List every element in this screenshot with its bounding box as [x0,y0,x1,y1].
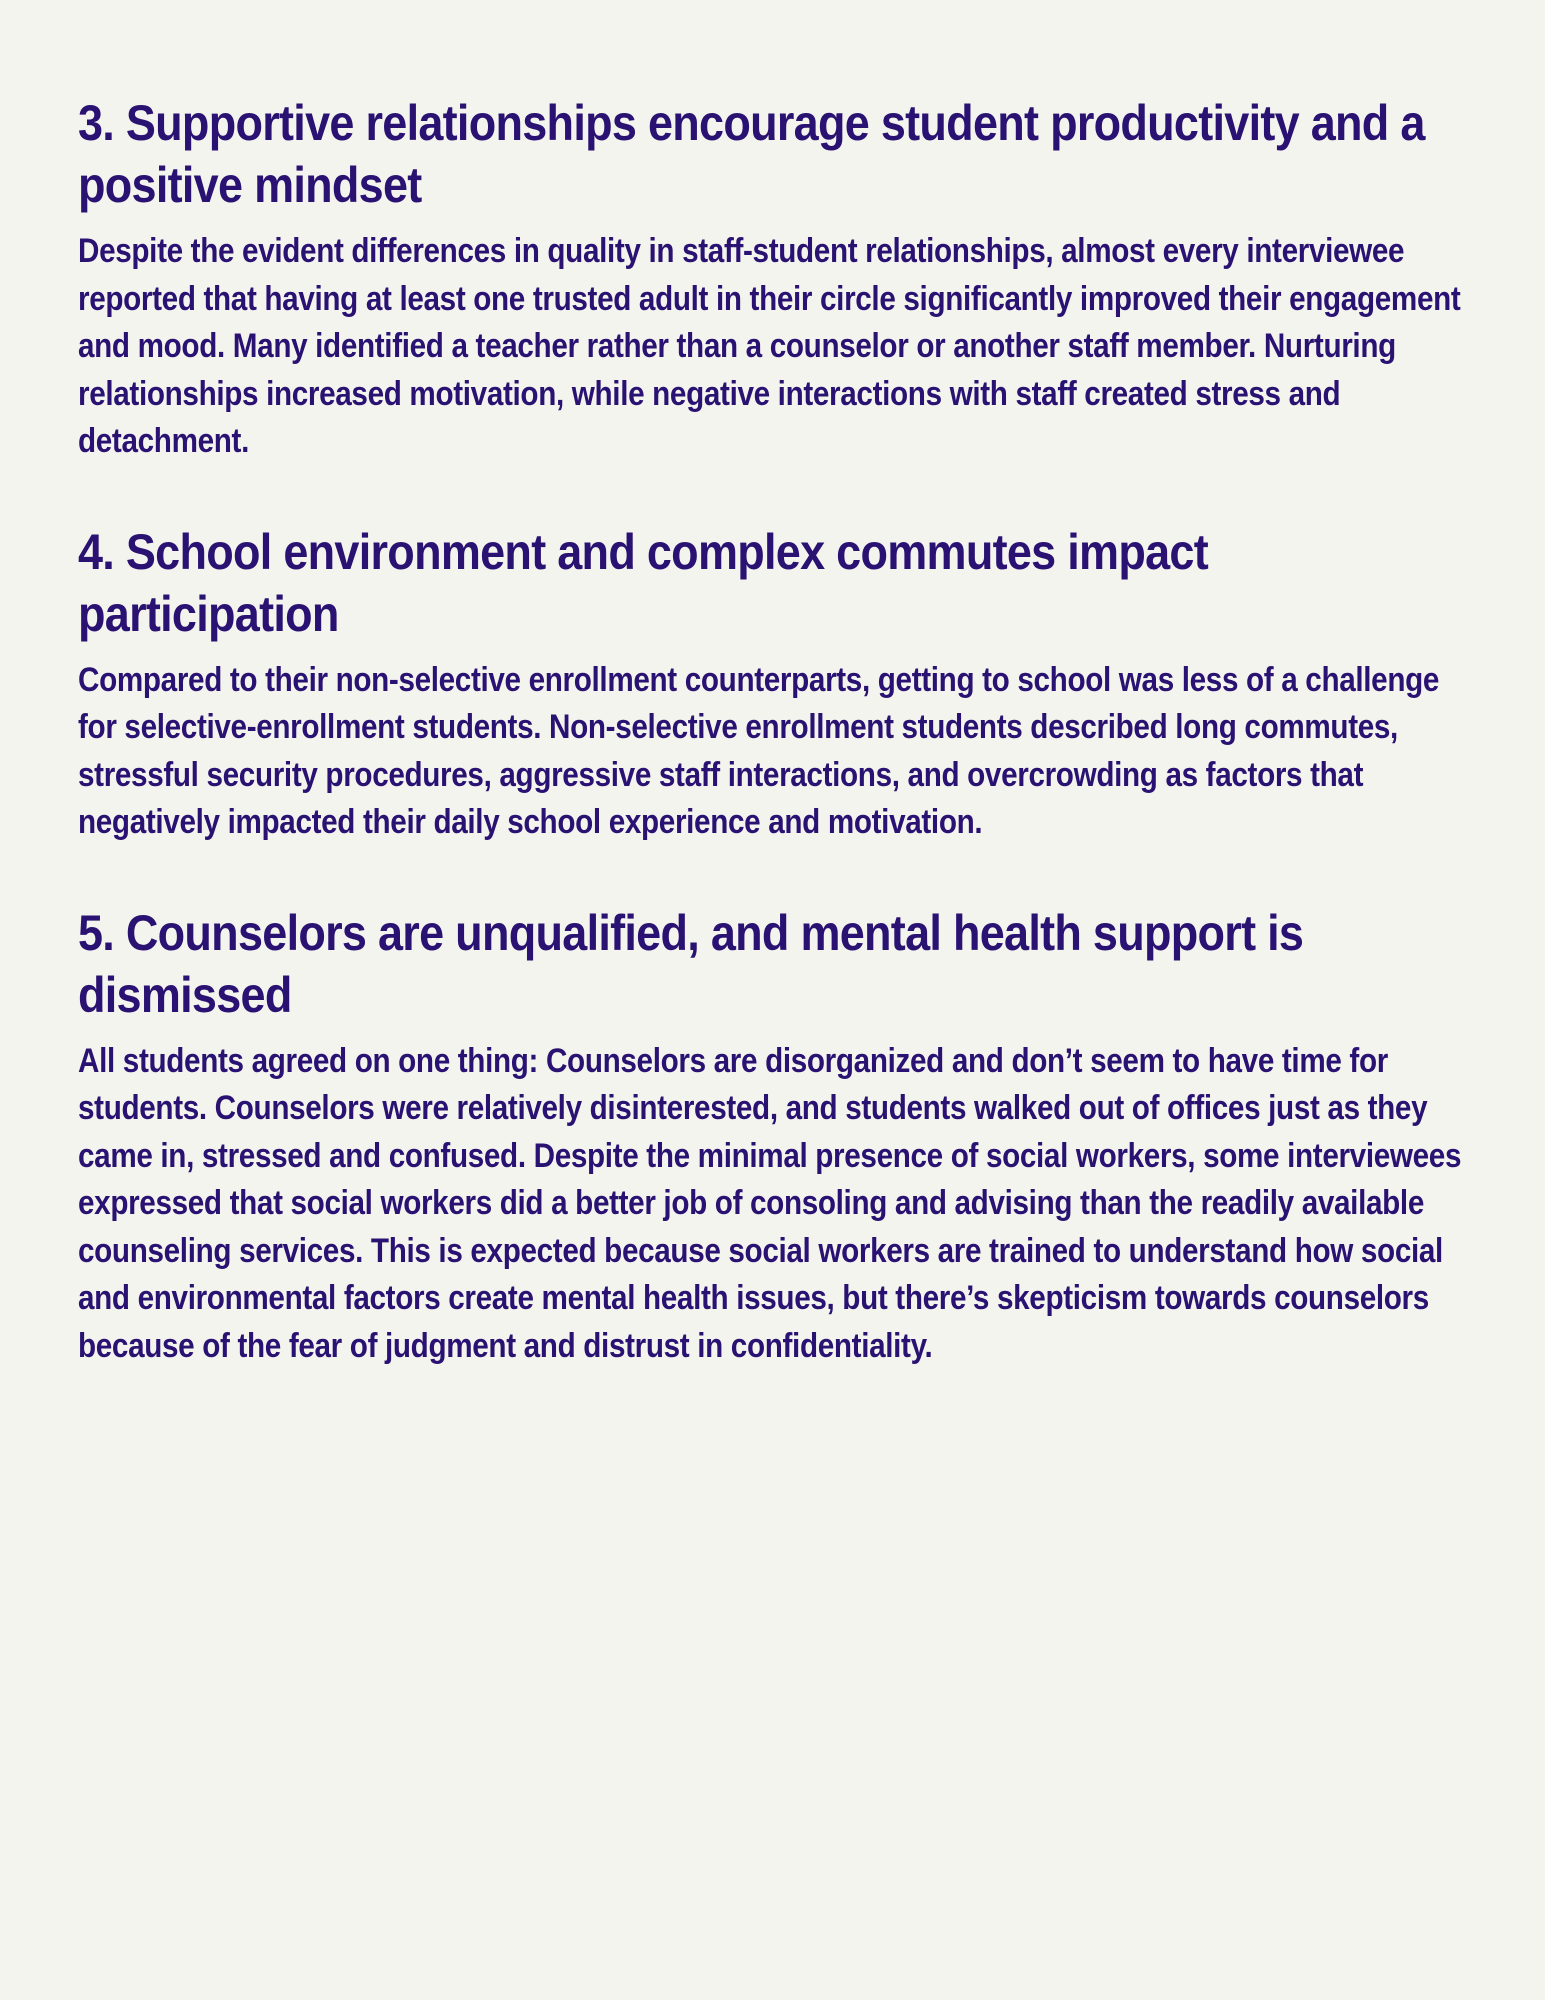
finding-section-3 [78,92,1475,466]
section-heading: 4. School environment and complex commutes impact participation [78,523,1209,642]
section-heading: 3. Supportive relationships encourage student productivity and a positive mindset [78,95,1425,213]
section-heading: 5. Counselors are unqualified, and mental health support is dismissed [78,904,1304,1023]
section-body: All students agreed on one thing: Counselors are disorganized and don’t seem to have time for students. Counselors were relatively disinterested, and students walked out of offices just as they came in, stressed and confused. Despite the minimal presence of social workers, some interviewees expressed that social workers did a better job of consoling and advising than the readily available counseling services. This is expected because social workers are trained to understand how social and environmental factors create mental health issues, but there’s skepticism towards counselors because of the fear of judgment and distrust in confidentiality. [78,1041,1462,1365]
finding-section-5 [78,902,1475,1371]
finding-section-4 [78,521,1475,847]
section-body: Despite the evident differences in quality in staff-student relationships, almost every interviewee reported that having at least one trusted adult in their circle significantly improved their engagement and mood. Many identified a teacher rather than a counselor or another staff member. Nurturing relationships increased motivation, while negative interactions with staff created stress and detachment. [78,232,1461,460]
section-body: Compared to their non-selective enrollment counterparts, getting to school was less of a challenge for selective-enrollment students. Non-selective enrollment students described long commutes, stressful security procedures, aggressive staff interactions, and overcrowding as factors that negatively impacted their daily school experience and motivation. [78,660,1440,841]
